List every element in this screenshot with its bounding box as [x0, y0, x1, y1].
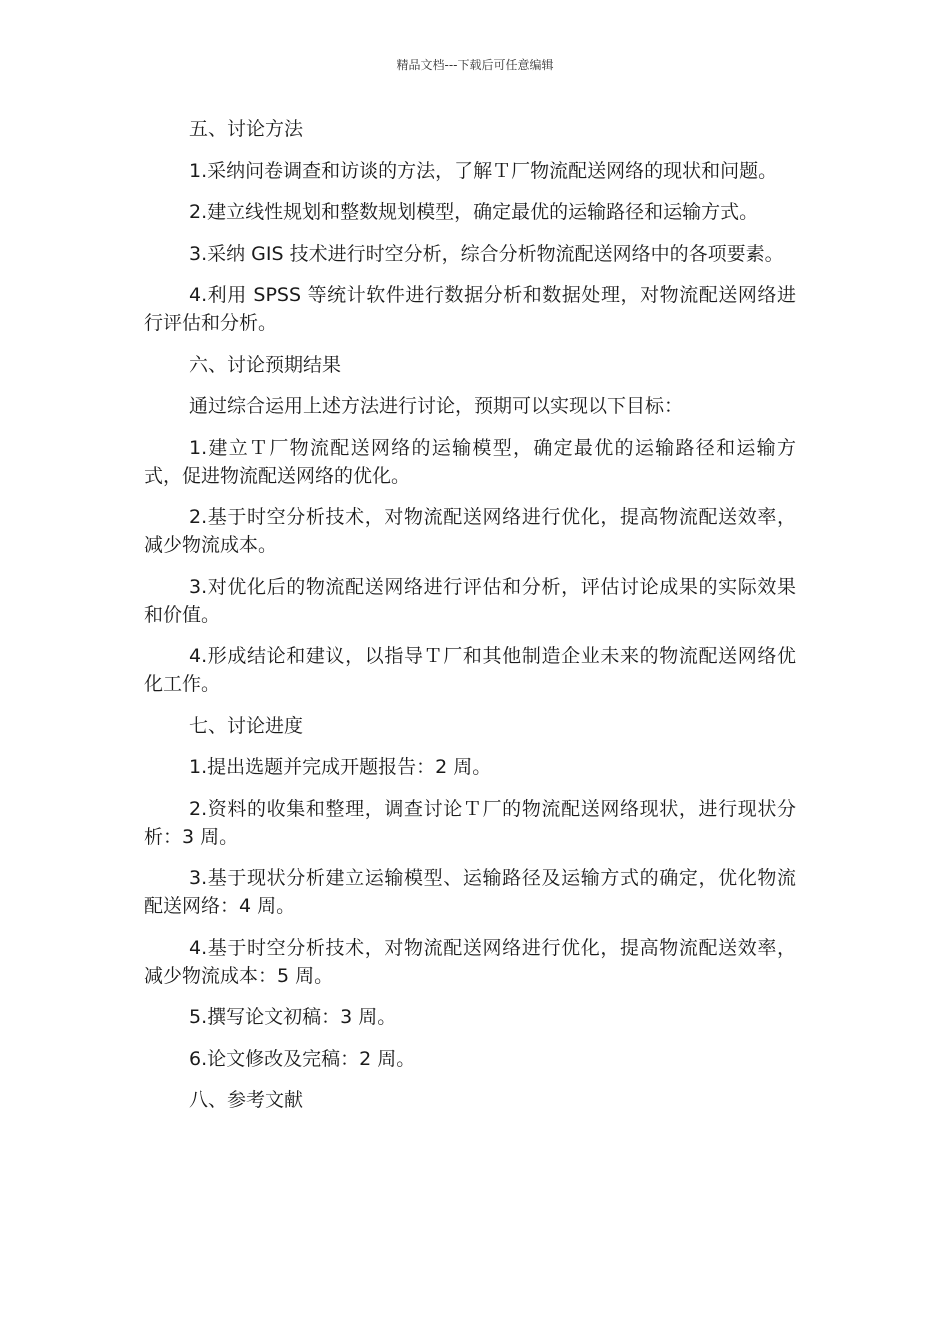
paragraph: 3.采纳 GIS 技术进行时空分析，综合分析物流配送网络中的各项要素。	[189, 242, 784, 265]
paragraph: 1.提出选题并完成开题报告：2 周。	[189, 756, 492, 778]
paragraph: 2.资料的收集和整理，调查讨论Ｔ厂的物流配送网络现状，进行现状分析：3 周。	[144, 797, 796, 848]
paragraph: 4.利用 SPSS 等统计软件进行数据分析和数据处理，对物流配送网络进行评估和分析。	[144, 284, 796, 334]
paragraph: 3.对优化后的物流配送网络进行评估和分析，评估讨论成果的实际效果和价值。	[144, 575, 796, 626]
paragraph: 5.撰写论文初稿：3 周。	[189, 1006, 397, 1028]
page-header: 精品文档---下载后可任意编辑	[396, 58, 554, 72]
paragraph: 6.论文修改及完稿：2 周。	[189, 1047, 416, 1070]
section-heading-schedule: 七、讨论进度	[189, 714, 304, 737]
paragraph: 3.基于现状分析建立运输模型、运输路径及运输方式的确定，优化物流配送网络：4 周。	[144, 867, 796, 917]
paragraph: 1.建立Ｔ厂物流配送网络的运输模型，确定最优的运输路径和运输方式，促进物流配送网络的优化。	[144, 436, 796, 487]
section-heading-references: 八、参考文献	[189, 1089, 304, 1111]
paragraph: 2.基于时空分析技术，对物流配送网络进行优化，提高物流配送效率，减少物流成本。	[144, 506, 796, 556]
paragraph: 2.建立线性规划和整数规划模型，确定最优的运输路径和运输方式。	[189, 201, 759, 223]
paragraph: 通过综合运用上述方法进行讨论，预期可以实现以下目标：	[189, 395, 684, 417]
section-heading-methods: 五、讨论方法	[189, 118, 304, 140]
section-heading-expected-results: 六、讨论预期结果	[189, 353, 342, 376]
paragraph: 4.形成结论和建议，以指导Ｔ厂和其他制造企业未来的物流配送网络优化工作。	[144, 645, 796, 695]
document-body	[144, 115, 796, 1128]
paragraph: 4.基于时空分析技术，对物流配送网络进行优化，提高物流配送效率，减少物流成本：5 周。	[144, 936, 796, 987]
paragraph: 1.采纳问卷调查和访谈的方法，了解Ｔ厂物流配送网络的现状和问题。	[189, 159, 778, 182]
